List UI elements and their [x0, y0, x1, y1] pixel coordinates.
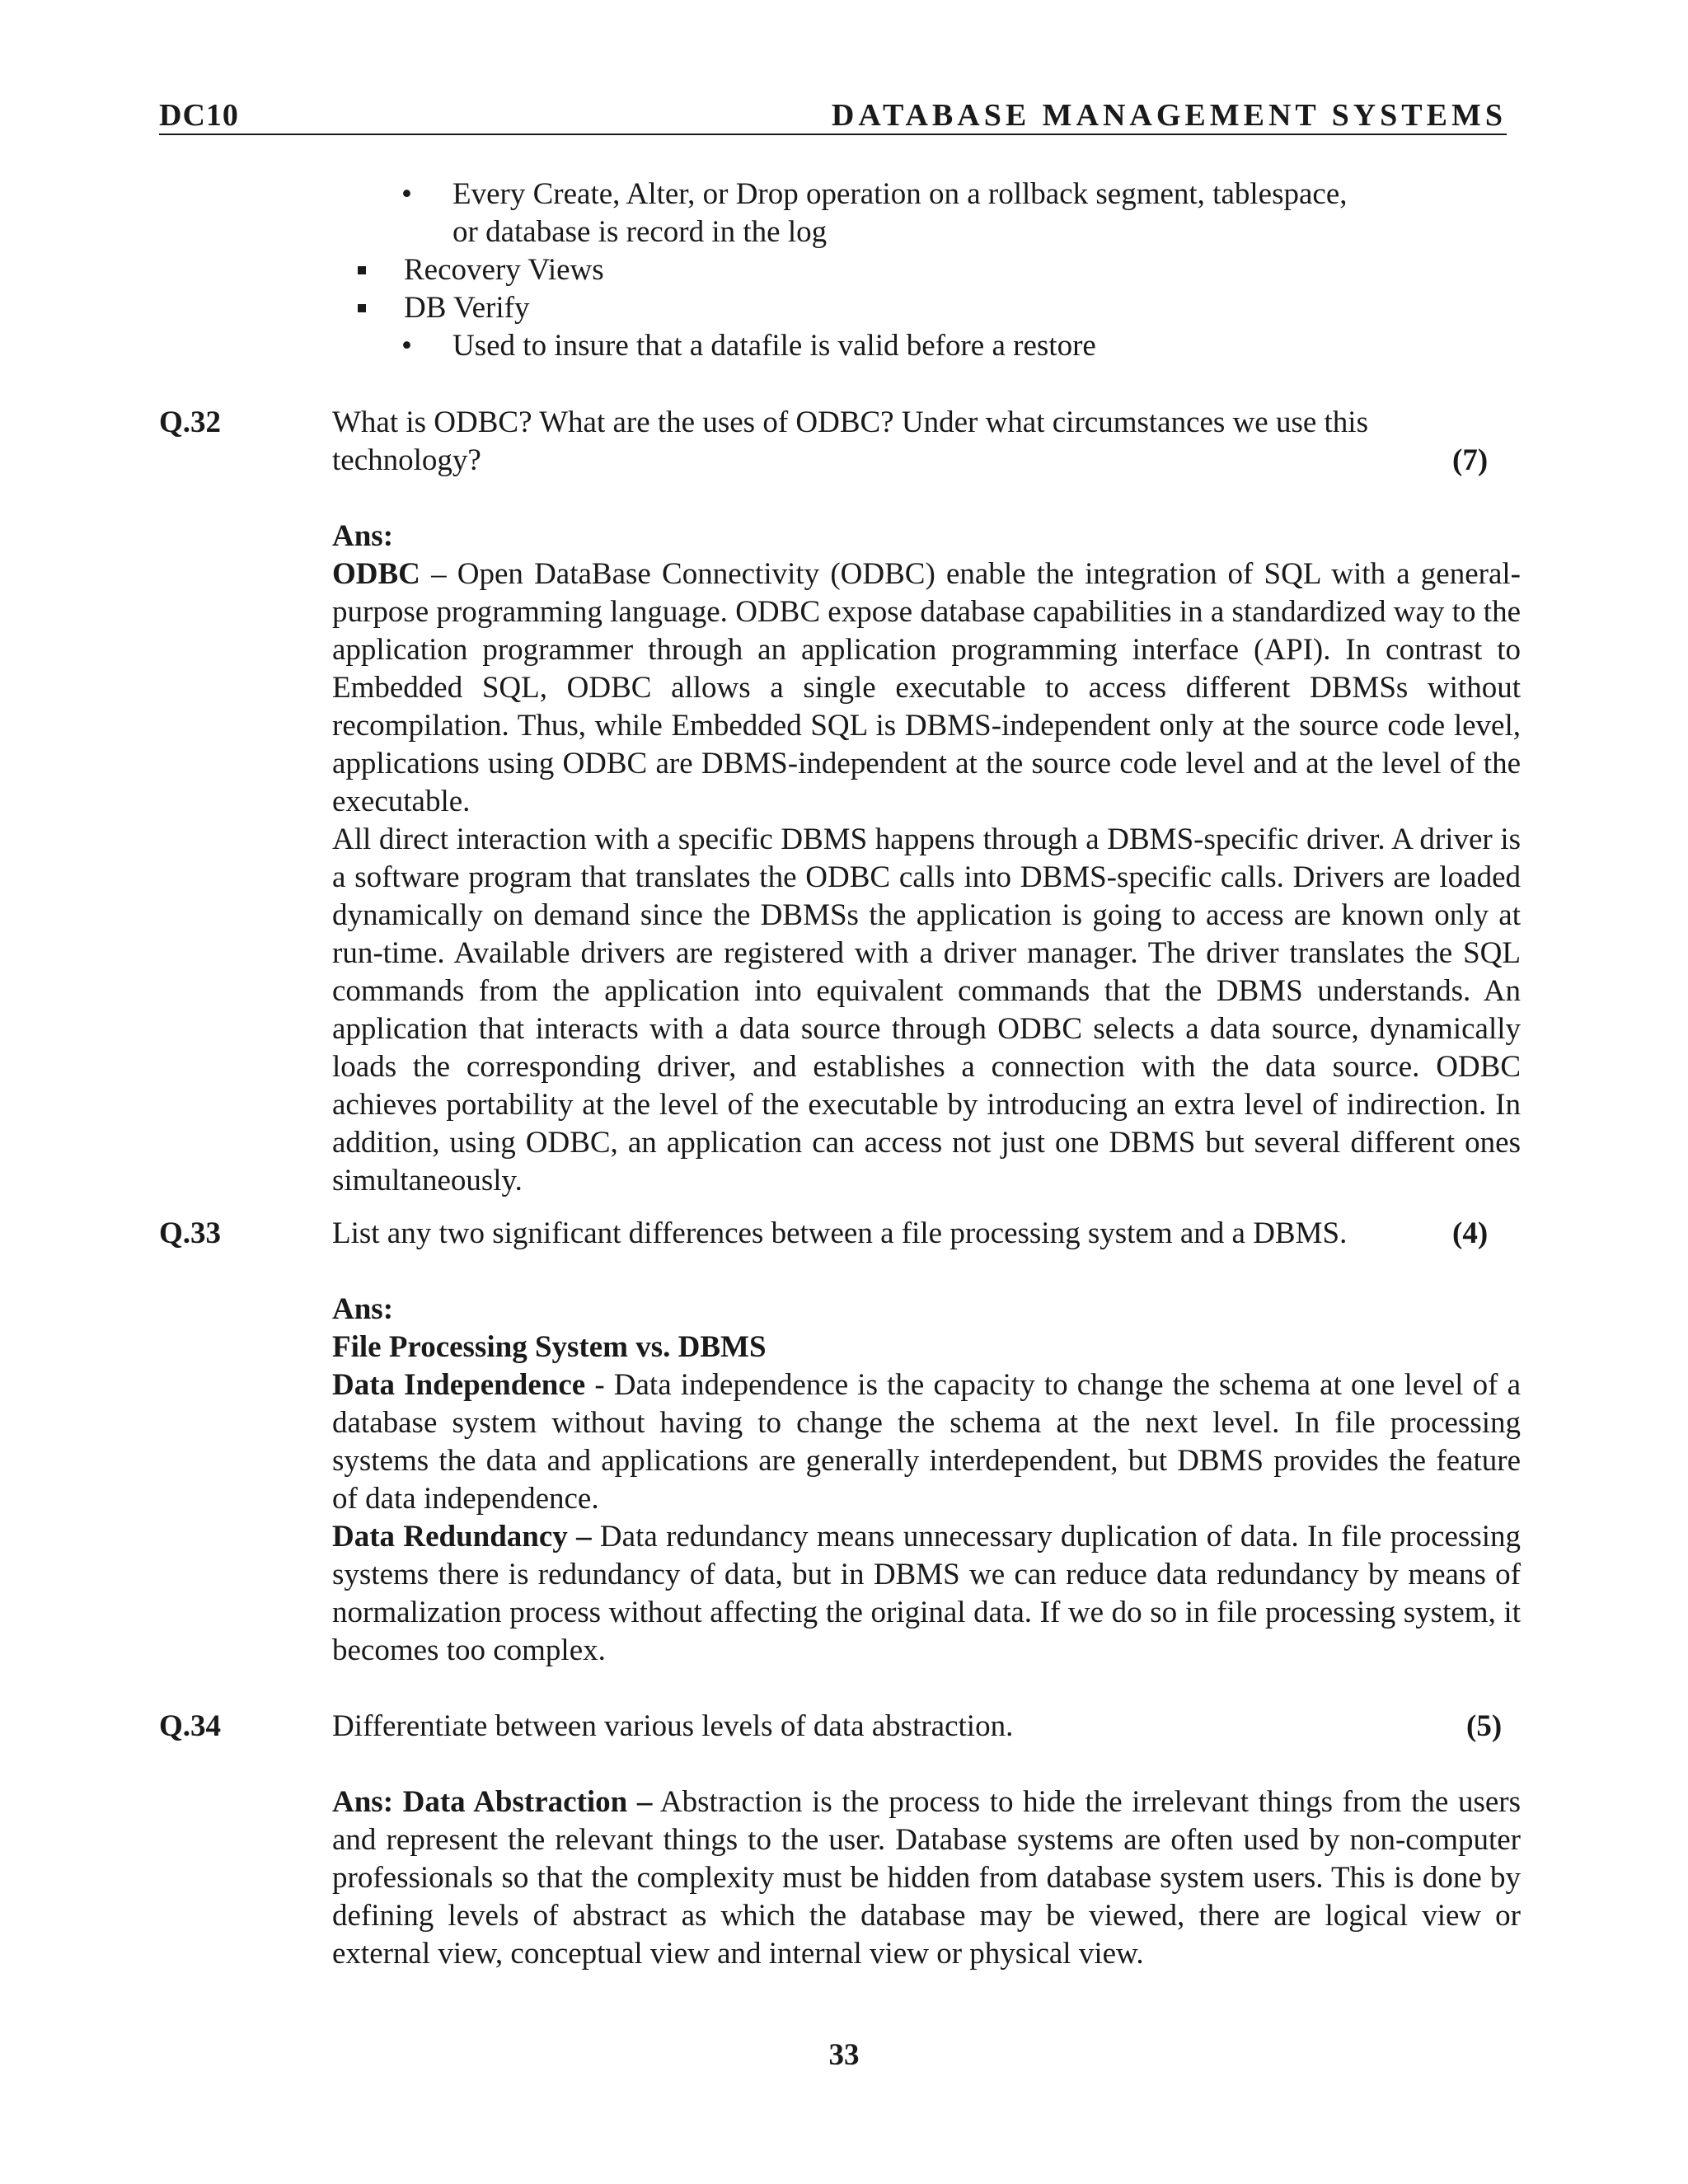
answer-paragraph	[332, 1518, 1521, 1670]
answer-paragraph: All direct interaction with a specific DBMS happens through a DBMS-specific driver. A driver is a software program that translates the ODBC calls into DBMS-specific calls. Drivers are loaded dynamically on demand since the DBMSs the application is going to access are known only at run-time. Available drivers are registered with a driver manager. The driver translates the SQL commands from the application into equivalent commands that the DBMS understands. An application that interacts with a data source through ODBC selects a data source, dynamically loads the corresponding driver, and establishes a connection with the data source. ODBC achieves portability at the level of the executable by introducing an extra level of indirection. In addition, using ODBC, an application can access not just one DBMS but several different ones simultaneously.	[332, 823, 1521, 1197]
question-text: List any two significant differences between a file processing system and a DBMS.	[332, 1216, 1348, 1250]
question-line: What is ODBC? What are the uses of ODBC? Under what circumstances we use this	[332, 405, 1368, 439]
list-item: Recovery Views	[404, 253, 604, 287]
question-text	[332, 404, 1507, 480]
term-bold: ODBC	[332, 557, 420, 591]
list-item	[452, 176, 1491, 251]
answer-paragraph	[332, 555, 1521, 821]
list-item-text: or database is record in the log	[452, 215, 828, 249]
bullet-dot-icon: •	[401, 329, 412, 363]
question-number: Q.34	[159, 1709, 222, 1743]
square-bullet-icon	[358, 304, 366, 312]
question-marks: (4)	[1452, 1216, 1489, 1250]
paragraph-text: – Open DataBase Connectivity (ODBC) enable the integration of SQL with a general-purpose programming language. ODBC expose database capabilities in a standardized way to the application programmer through an application programming interface (API). In contrast to Embedded SQL, ODBC allows a single executable to access different DBMSs without recompilation. Thus, while Embedded SQL is DBMS-independent only at the source code level, applications using ODBC are DBMS-independent at the source code level and at the level of the executable.	[332, 557, 1521, 818]
term-bold: Ans: Data Abstraction –	[332, 1785, 653, 1819]
paragraph-text: Abstraction is the process to hide the irrelevant things from the users and represent the relevant things to the user. Database systems are often used by non-computer professionals so that the complexity must be hidden from database system users. This is done by defining levels of abstract as which the database may be viewed, there are logical view or external view, conceptual view and internal view or physical view.	[332, 1785, 1521, 1971]
question-text: Differentiate between various levels of data abstraction.	[332, 1709, 1014, 1743]
answer-label: Ans:	[332, 519, 394, 553]
course-code: DC10	[159, 98, 239, 133]
bullet-dot-icon: •	[401, 177, 412, 211]
question-marks: (7)	[1452, 443, 1489, 477]
term-bold: Data Redundancy –	[332, 1520, 592, 1554]
question-line: technology?	[332, 443, 481, 477]
answer-subtitle: File Processing System vs. DBMS	[332, 1330, 767, 1364]
list-item: Used to insure that a datafile is valid before a restore	[452, 329, 1096, 363]
paragraph-text: - Data independence is the capacity to change the schema at one level of a database system without having to change the schema at the next level. In file processing systems the data and applications are generally interdependent, but DBMS provides the feature of data independence.	[332, 1368, 1521, 1516]
question-marks: (5)	[1466, 1709, 1503, 1743]
answer-label: Ans:	[332, 1292, 394, 1326]
question-number: Q.33	[159, 1216, 222, 1250]
page-number: 33	[828, 2038, 860, 2072]
list-item: DB Verify	[404, 291, 530, 325]
page-header	[159, 97, 1507, 135]
document-title: DATABASE MANAGEMENT SYSTEMS	[831, 98, 1507, 133]
answer-paragraph	[332, 1783, 1521, 1973]
list-item-text: Every Create, Alter, or Drop operation on a rollback segment, tablespace,	[452, 177, 1348, 211]
question-number: Q.32	[159, 405, 222, 439]
answer-paragraph	[332, 1366, 1521, 1518]
paragraph-text: Data redundancy means unnecessary duplication of data. In file processing systems there is redundancy of data, but in DBMS we can reduce data redundancy by means of normalization process without affecting the original data. If we do so in file processing system, it becomes too complex.	[332, 1520, 1522, 1667]
square-bullet-icon	[358, 266, 366, 274]
term-bold: Data Independence	[332, 1368, 586, 1402]
